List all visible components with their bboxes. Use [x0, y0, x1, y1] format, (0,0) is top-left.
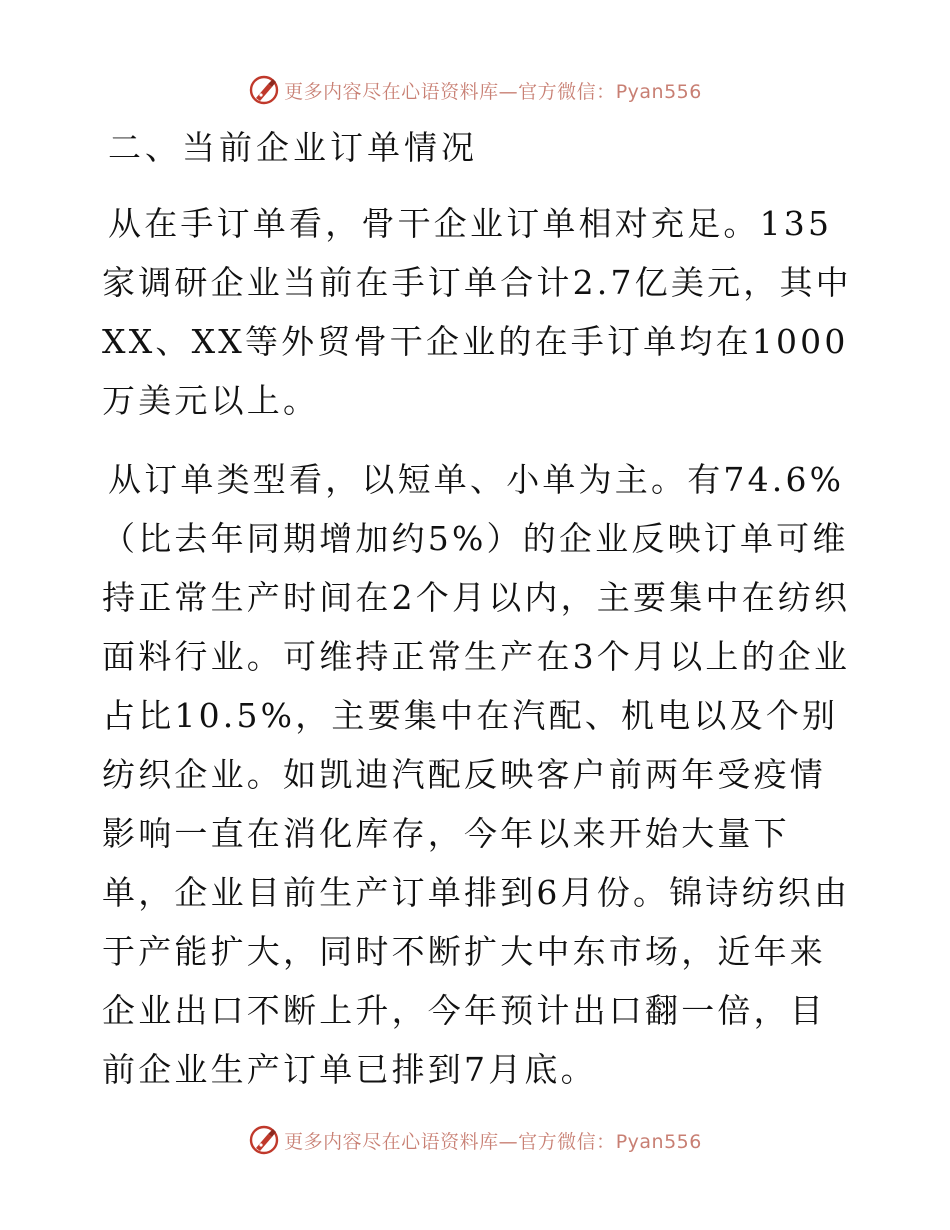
pen-nib-logo-icon — [248, 1124, 280, 1156]
watermark-text — [284, 1127, 702, 1154]
watermark-separator: — — [498, 80, 519, 103]
section-heading: 二、当前企业订单情况 — [108, 128, 478, 167]
watermark-prefix: 更多内容尽在心语资料库 — [284, 1130, 499, 1153]
watermark-prefix: 更多内容尽在心语资料库 — [284, 80, 499, 103]
document-body — [102, 120, 862, 1119]
watermark-text — [284, 77, 702, 104]
watermark-label: 官方微信： — [518, 1130, 616, 1153]
watermark-label: 官方微信： — [518, 80, 616, 103]
paragraph-orders-on-hand: 从在手订单看，骨干企业订单相对充足。135家调研企业当前在手订单合计2.7亿美元，其中XX、XX等外贸骨干企业的在手订单均在1000万美元以上。 — [102, 204, 852, 420]
header-watermark — [0, 72, 950, 108]
watermark-separator: — — [498, 1130, 519, 1153]
paragraph-order-types: 从订单类型看，以短单、小单为主。有74.6%（比去年同期增加约5%）的企业反映订单可维持正常生产时间在2个月以内，主要集中在纺织面料行业。可维持正常生产在3个月以上的企业占比10.5%，主要集中在汽配、机电以及个别纺织企业。如凯迪汽配反映客户前两年受疫情影响一直在消化库存，今年以来开始大量下单，企业目前生产订单排到6月份。锦诗纺织由于产能扩大，同时不断扩大中东市场，近年来企业出口不断上升，今年预计出口翻一倍，目前企业生产订单已排到7月底。 — [102, 460, 851, 1089]
watermark-account: Pyan556 — [615, 80, 702, 103]
pen-nib-logo-icon — [248, 74, 280, 106]
watermark-account: Pyan556 — [615, 1130, 702, 1153]
footer-watermark — [0, 1122, 950, 1158]
